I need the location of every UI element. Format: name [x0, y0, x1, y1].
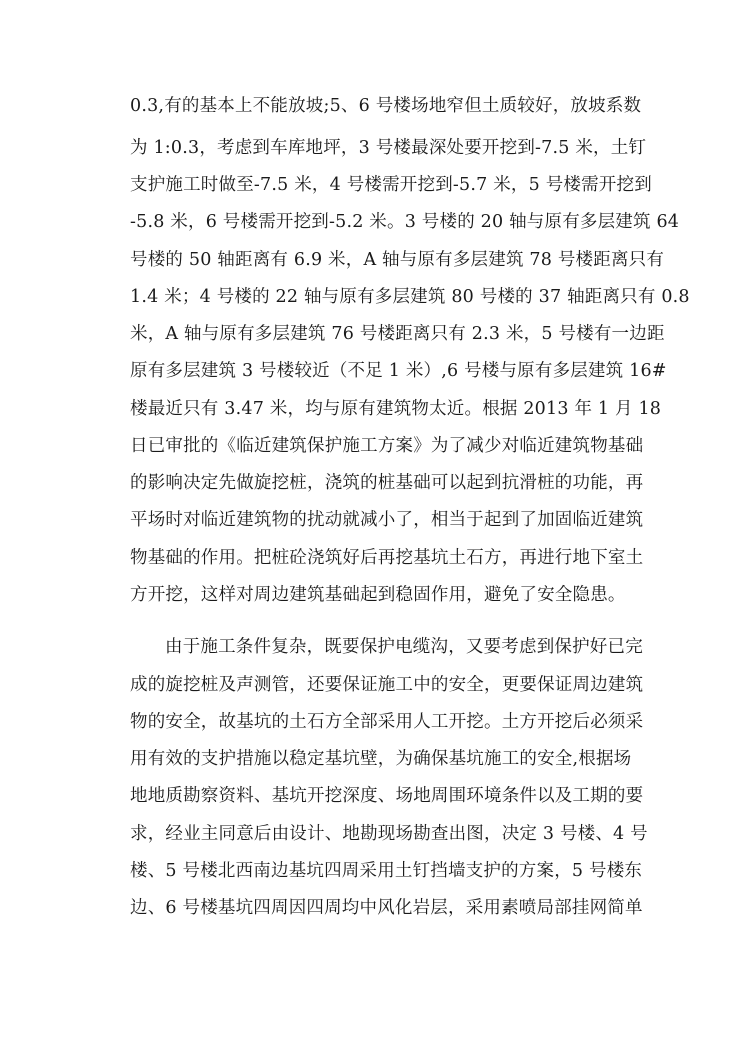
- text-line: 楼、5 号楼北西南边基坑四周采用土钉挡墙支护的方案，5 号楼东: [130, 861, 643, 881]
- text-line: 为 1:0.3，考虑到车库地坪，3 号楼最深处要开挖到-7.5 米，土钉: [130, 138, 647, 158]
- text-line: 米，A 轴与原有多层建筑 76 号楼距离只有 2.3 米，5 号楼有一边距: [130, 324, 665, 344]
- text-line: 成的旋挖桩及声测管，还要保证施工中的安全，更要保证周边建筑: [130, 675, 644, 695]
- text-line: 原有多层建筑 3 号楼较近（不足 1 米）,6 号楼与原有多层建筑 16#: [130, 361, 667, 381]
- text-line: 1.4 米；4 号楼的 22 轴与原有多层建筑 80 号楼的 37 轴距离只有 0.8: [130, 287, 690, 307]
- text-line: 楼最近只有 3.47 米，均与原有建筑物太近。根据 2013 年 1 月 18: [130, 399, 662, 419]
- text-line: 用有效的支护措施以稳定基坑壁，为确保基坑施工的安全,根据场: [130, 749, 632, 769]
- text-line: 支护施工时做至-7.5 米，4 号楼需开挖到-5.7 米，5 号楼需开挖到: [130, 175, 652, 195]
- text-line: 物的安全，故基坑的土石方全部采用人工开挖。土方开挖后必须采: [130, 712, 644, 732]
- text-line: 日已审批的《临近建筑保护施工方案》为了减少对临近建筑物基础: [130, 436, 644, 456]
- text-line: 的影响决定先做旋挖桩，浇筑的桩基础可以起到抗滑桩的功能，再: [130, 473, 644, 493]
- text-line: 号楼的 50 轴距离有 6.9 米，A 轴与原有多层建筑 78 号楼距离只有: [130, 250, 665, 270]
- text-line: 0.3,有的基本上不能放坡;5、6 号楼场地窄但土质较好，放坡系数: [130, 96, 642, 116]
- text-line: 地地质勘察资料、基坑开挖深度、场地周围环境条件以及工期的要: [130, 786, 644, 806]
- text-line: 求，经业主同意后由设计、地勘现场勘查出图，决定 3 号楼、4 号: [130, 824, 648, 844]
- text-line: -5.8 米，6 号楼需开挖到-5.2 米。3 号楼的 20 轴与原有多层建筑 64: [130, 212, 680, 232]
- text-line: 由于施工条件复杂，既要保护电缆沟，又要考虑到保护好已完: [165, 637, 643, 657]
- text-line: 物基础的作用。把桩砼浇筑好后再挖基坑土石方，再进行地下室土: [130, 548, 644, 568]
- text-line: 边、6 号楼基坑四周因四周均中风化岩层，采用素喷局部挂网简单: [130, 898, 643, 918]
- text-line: 方开挖，这样对周边建筑基础起到稳固作用，避免了安全隐患。: [130, 585, 626, 605]
- text-line: 平场时对临近建筑物的扰动就减小了，相当于起到了加固临近建筑: [130, 510, 644, 530]
